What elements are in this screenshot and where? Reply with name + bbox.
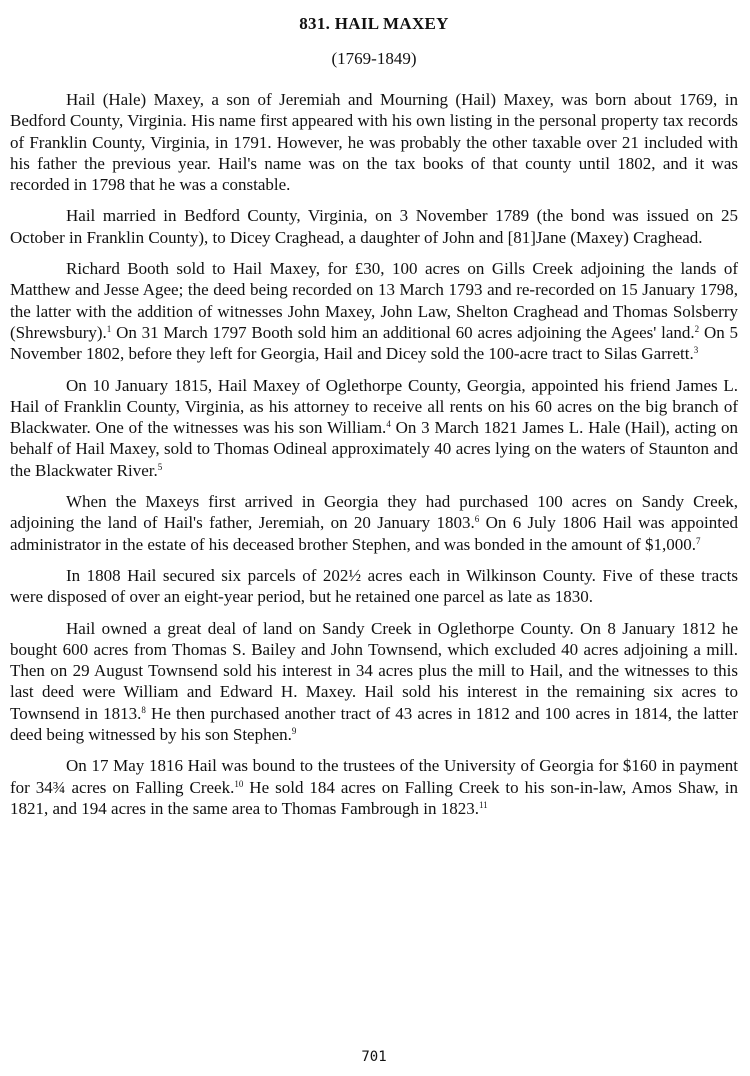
text-run: Hail (Hale) Maxey, a son of Jeremiah and Mourning (Hail) Maxey, was born about 1769, in Bedford County, Virginia. His name first appeared with his own listing in the personal property tax records of Franklin County, Virginia, in 1791. However, he was probably the other taxable over 21 included with his father the previous year. Hail's name was on the tax books of that county until 1802, and it was recorded in 1798 that he was a constable.: [10, 90, 738, 195]
footnote-marker: 1: [106, 323, 112, 334]
text-run: Hail married in Bedford County, Virginia, on 3 November 1789 (the bond was issued on 25 October in Franklin County), to Dicey Craghead, a daughter of John and [81]Jane (Maxey) Craghead.: [10, 206, 738, 247]
text-run: On 3 March 1821 James L. Hale (Hail), acting on behalf of Hail Maxey, sold to Thomas Odineal approximately 40 acres lying on the waters of Staunton and the Blackwater River.: [10, 418, 738, 480]
text-run: He then purchased another tract of 43 acres in 1812 and 100 acres in 1814, the latter deed being witnessed by his son Stephen.: [10, 703, 738, 745]
page-number: 701: [361, 1049, 387, 1065]
text-run: On 10 January 1815, Hail Maxey of Oglethorpe County, Georgia, appointed his friend James L. Hail of Franklin County, Virginia, as his attorney to receive all rents on his 60 acres on the big branch of Blackwater. One of the witnesses was his son William.: [10, 375, 738, 438]
lifespan-dates: (1769-1849): [331, 49, 417, 68]
text-run: On 17 May 1816 Hail was bound to the trustees of the University of Georgia for $160 in payment for 34¾ acres on Falling Creek.: [10, 756, 738, 797]
footnote-marker: 6: [474, 514, 480, 525]
document-page: [10, 0, 738, 1076]
text-run: He sold 184 acres on Falling Creek to his son-in-law, Amos Shaw, in 1821, and 194 acres in the same area to Thomas Fambrough in 1823.: [10, 777, 738, 818]
paragraph-8: [10, 755, 738, 819]
footnote-marker: 9: [291, 726, 297, 737]
paragraph-1: [10, 89, 738, 195]
text-run: Richard Booth sold to Hail Maxey, for £30, 100 acres on Gills Creek adjoining the lands of Matthew and Jesse Agee; the deed being recorded on 13 March 1793 and re-recorded on 15 January 1798, the latter with the addition of witnesses John Maxey, John Law, Shelton Craghead and Thomas Solsberry (Shrewsbury).: [10, 259, 738, 342]
page-title: 831. HAIL MAXEY: [299, 14, 449, 33]
paragraph-5: [10, 491, 738, 555]
paragraph-6: [10, 565, 738, 608]
paragraph-7: [10, 618, 738, 746]
text-run: Hail owned a great deal of land on Sandy Creek in Oglethorpe County. On 8 January 1812 he bought 600 acres from Thomas S. Bailey and John Townsend, which excluded 40 acres adjoining a mill. Then on 29 August Townsend sold his interest in 34 acres plus the mill to Hail, and the witnesses to this last deed were William and Edward H. Maxey. Hail sold his interest in the remaining six acres to Townsend in 1813.: [10, 618, 738, 723]
footnote-marker: 2: [694, 323, 700, 334]
text-run: On 6 July 1806 Hail was appointed administrator in the estate of his deceased brother Stephen, and was bonded in the amount of $1,000.: [10, 513, 738, 554]
footnote-marker: 3: [693, 345, 699, 356]
paragraph-4: [10, 375, 738, 481]
footnote-marker: 10: [234, 778, 244, 789]
footnote-marker: 4: [386, 419, 391, 430]
footnote-marker: 11: [478, 799, 488, 810]
text-run: On 31 March 1797 Booth sold him an additional 60 acres adjoining the Agees' land.: [111, 322, 695, 342]
footnote-marker: 8: [141, 704, 146, 715]
text-run: In 1808 Hail secured six parcels of 202½ acres each in Wilkinson County. Five of these tracts were disposed of over an eight-year period, but he retained one parcel as late as 1830.: [10, 565, 738, 607]
text-run: On 5 November 1802, before they left for Georgia, Hail and Dicey sold the 100-acre tract to Silas Garrett.: [10, 322, 739, 364]
text-run: When the Maxeys first arrived in Georgia they had purchased 100 acres on Sandy Creek, adjoining the land of Hail's father, Jeremiah, on 20 January 1803.: [10, 492, 738, 533]
body-text: [10, 89, 738, 829]
paragraph-3: [10, 258, 738, 364]
footnote-marker: 5: [157, 461, 163, 472]
footnote-marker: 7: [695, 535, 701, 546]
paragraph-2: [10, 205, 738, 248]
